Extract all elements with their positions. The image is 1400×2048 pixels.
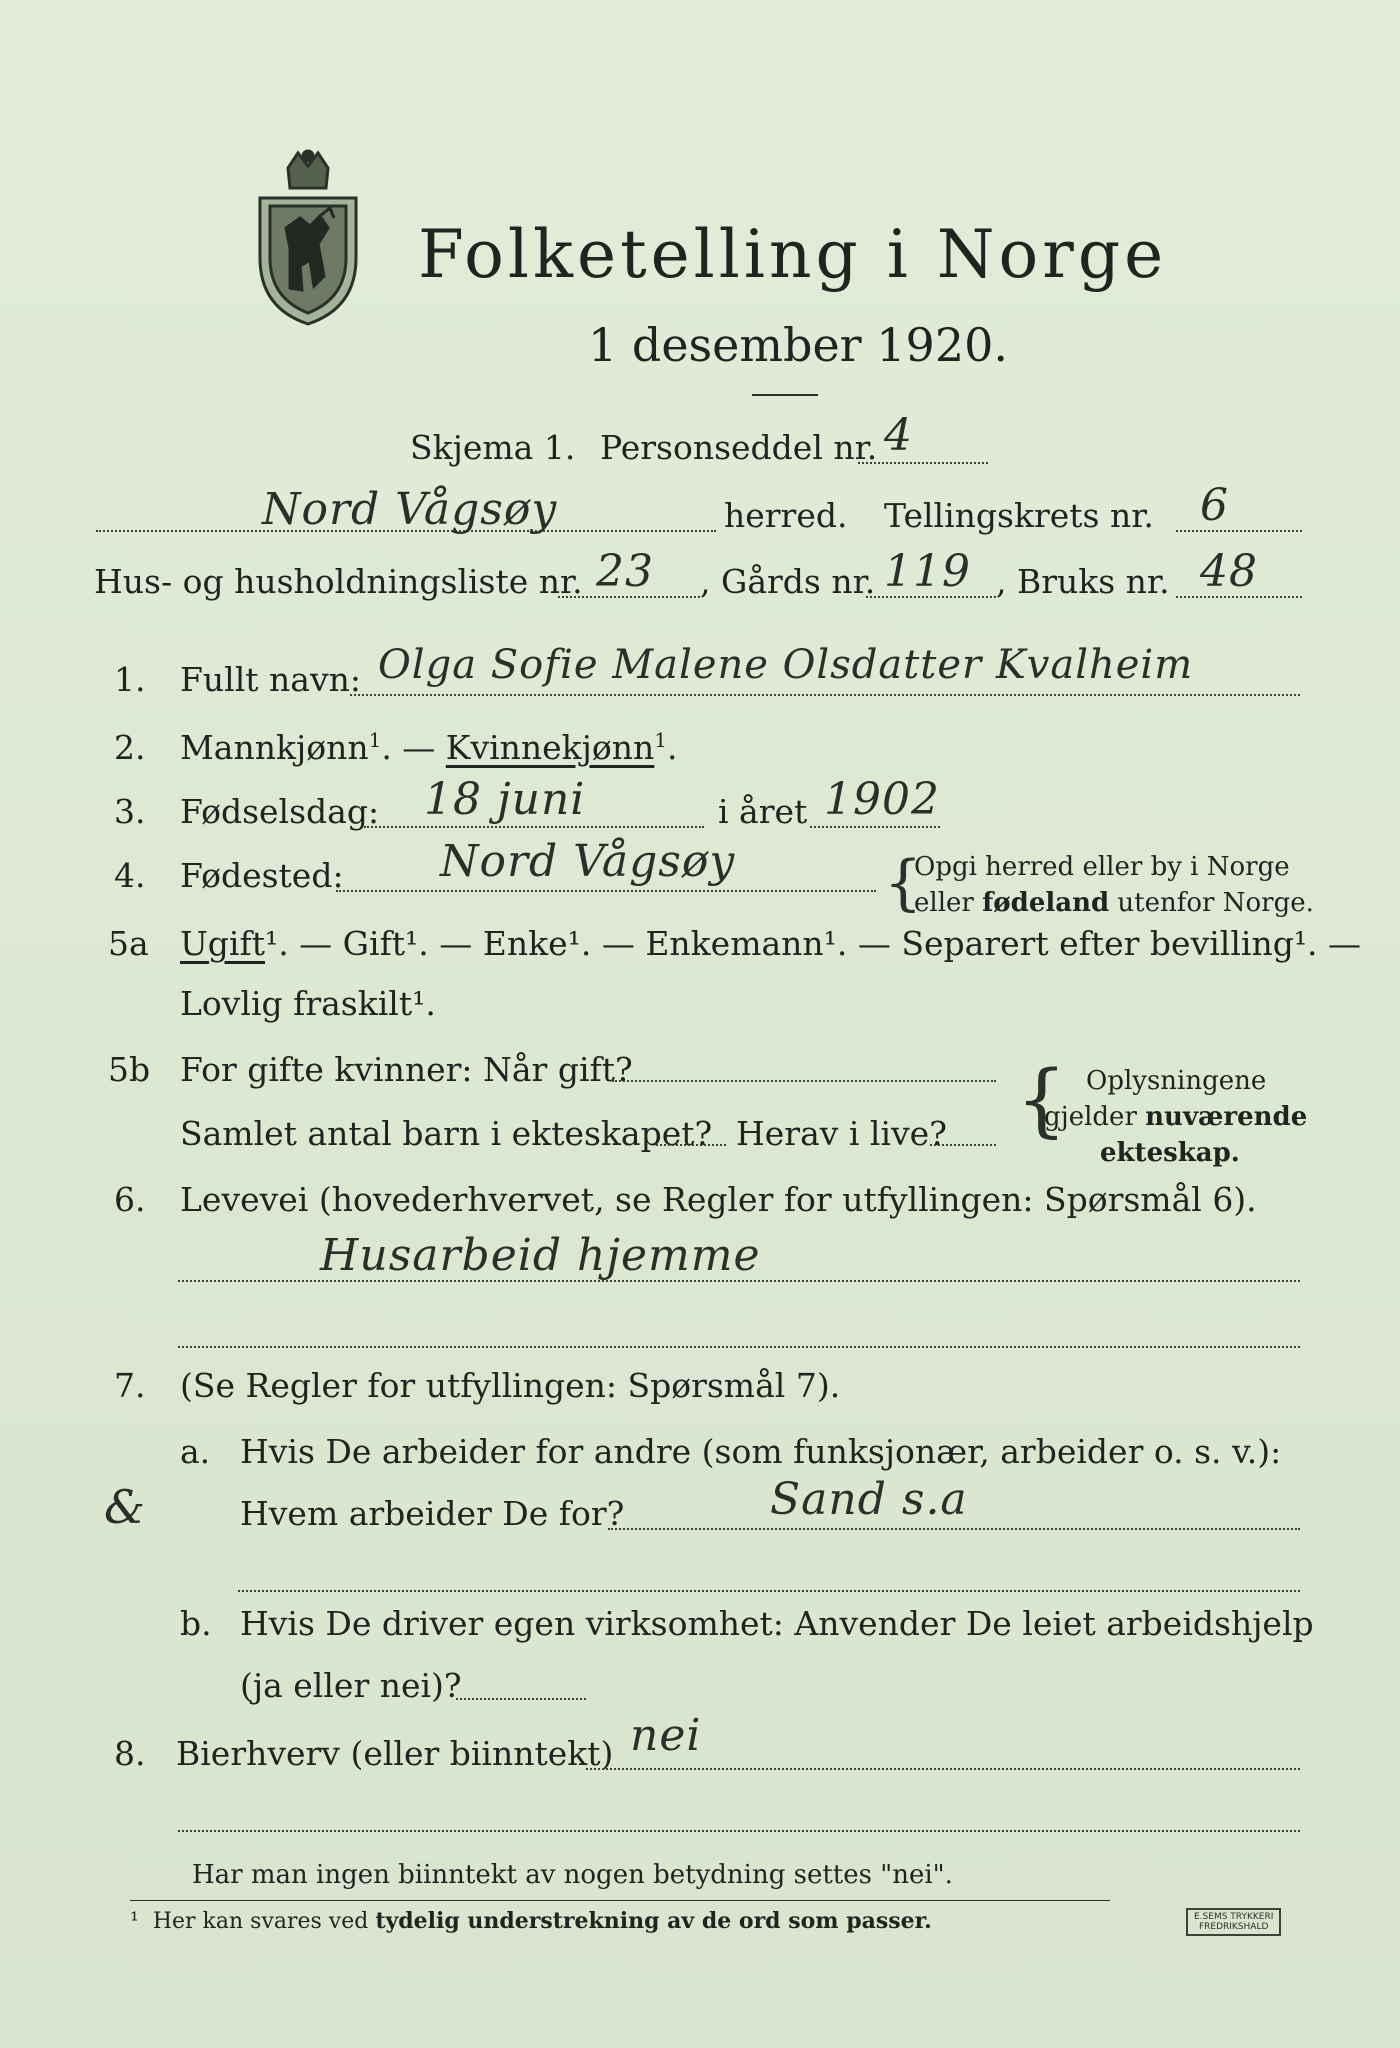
herred-label: herred. bbox=[724, 496, 848, 535]
q5b-brace: { bbox=[1016, 1053, 1067, 1146]
q8-line bbox=[586, 1768, 1300, 1770]
nei-instruction: Har man ingen biinntekt av nogen betydning settes "nei". bbox=[192, 1860, 953, 1890]
q7a-line-2 bbox=[238, 1590, 1300, 1592]
q3-label: Fødselsdag: bbox=[180, 792, 380, 831]
q5a-options bbox=[180, 924, 1361, 963]
q5b-number: 5b bbox=[108, 1050, 151, 1089]
q5b-line2a: Samlet antal barn i ekteskapet? bbox=[180, 1114, 713, 1153]
q6-label: Levevei (hovederhvervet, se Regler for utfyllingen: Spørsmål 6). bbox=[180, 1180, 1257, 1219]
coat-of-arms-icon bbox=[248, 148, 368, 328]
q5a-other-options[interactable]: ¹. — Gift¹. — Enke¹. — Enkemann¹. — Separert efter bevilling¹. — bbox=[264, 924, 1362, 963]
q5a-number: 5a bbox=[108, 924, 149, 963]
q3-year-line bbox=[810, 826, 940, 828]
q7-number: 7. bbox=[114, 1366, 146, 1405]
q7a-line2: Hvem arbeider De for? bbox=[240, 1494, 625, 1533]
q2-options: Mannkjønn$^1$. — Kvinnekjønn$^1$. bbox=[180, 728, 678, 767]
personseddel-label: Personseddel nr. bbox=[600, 428, 878, 467]
q5b-live-line bbox=[930, 1144, 996, 1146]
q2-mannkjonn[interactable]: Mannkjønn bbox=[180, 728, 369, 767]
title-divider bbox=[752, 394, 818, 396]
q3-year-value[interactable]: 1902 bbox=[824, 774, 940, 825]
q1-line bbox=[350, 694, 1300, 696]
q7b-line bbox=[456, 1698, 586, 1700]
bruks-value[interactable]: 48 bbox=[1200, 546, 1258, 597]
printer-stamp: E.SEMS TRYKKERI FREDRIKSHALD bbox=[1186, 1908, 1281, 1936]
skjema-label: Skjema 1. bbox=[410, 428, 576, 467]
q8-value[interactable]: nei bbox=[630, 1710, 702, 1761]
q8-line-2 bbox=[178, 1830, 1300, 1832]
q7a-line1: Hvis De arbeider for andre (som funksjonær, arbeider o. s. v.): bbox=[240, 1432, 1282, 1471]
q4-value[interactable]: Nord Vågsøy bbox=[440, 836, 736, 887]
q7b-line2: (ja eller nei)? bbox=[240, 1666, 462, 1705]
q4-label: Fødested: bbox=[180, 856, 344, 895]
q8-number: 8. bbox=[114, 1734, 146, 1773]
q2-separator: . — bbox=[381, 728, 446, 767]
tellingskrets-value[interactable]: 6 bbox=[1200, 480, 1229, 531]
q1-number: 1. bbox=[114, 660, 146, 699]
q3-number: 3. bbox=[114, 792, 146, 831]
q6-line-2 bbox=[178, 1346, 1300, 1348]
q6-number: 6. bbox=[114, 1180, 146, 1219]
q5b-gift-line bbox=[612, 1080, 996, 1082]
form-title: Folketelling i Norge bbox=[418, 216, 1168, 293]
q3-day-line bbox=[364, 826, 704, 828]
q7b-letter: b. bbox=[180, 1604, 212, 1643]
herred-value[interactable]: Nord Vågsøy bbox=[262, 484, 558, 535]
q4-note-1: Opgi herred eller by i Norge bbox=[914, 852, 1290, 882]
q1-value[interactable]: Olga Sofie Malene Olsdatter Kvalheim bbox=[378, 642, 1194, 688]
q7b-line1: Hvis De driver egen virksomhet: Anvender De leiet arbeidshjelp bbox=[240, 1604, 1314, 1643]
q4-line bbox=[336, 890, 876, 892]
q5b-note-3: ekteskap. bbox=[1100, 1138, 1240, 1168]
q3-year-label: i året bbox=[718, 792, 808, 831]
tellingskrets-label: Tellingskrets nr. bbox=[884, 496, 1154, 535]
q8-label: Bierhverv (eller biinntekt) bbox=[176, 1734, 614, 1773]
q7a-value[interactable]: Sand s.a bbox=[770, 1474, 968, 1525]
q4-number: 4. bbox=[114, 856, 146, 895]
q3-value[interactable]: 18 juni bbox=[424, 774, 586, 825]
q5b-barn-line bbox=[656, 1144, 726, 1146]
personseddel-line bbox=[858, 462, 988, 464]
hus-label: Hus- og husholdningsliste nr. bbox=[94, 562, 583, 601]
footnote: ¹ Her kan svares ved tydelig understrekning av de ord som passer. bbox=[130, 1908, 932, 1934]
q7a-line bbox=[608, 1528, 1300, 1530]
hus-value[interactable]: 23 bbox=[596, 546, 654, 597]
census-date: 1 desember 1920. bbox=[588, 318, 1008, 372]
footnote-divider bbox=[130, 1900, 1110, 1901]
q5a-line2[interactable]: Lovlig fraskilt¹. bbox=[180, 984, 436, 1023]
q4-brace: { bbox=[884, 848, 923, 918]
q6-value[interactable]: Husarbeid hjemme bbox=[320, 1230, 761, 1281]
q5a-ugift[interactable]: Ugift bbox=[180, 924, 265, 963]
personseddel-value[interactable]: 4 bbox=[884, 410, 913, 461]
q2-kvinnekjonn[interactable]: Kvinnekjønn bbox=[445, 728, 655, 767]
q5b-line2b: Herav i live? bbox=[736, 1114, 947, 1153]
q5b-note-1: Oplysningene bbox=[1086, 1066, 1267, 1096]
q4-note-2: eller fødeland utenfor Norge. bbox=[914, 888, 1314, 918]
q2-number: 2. bbox=[114, 728, 146, 767]
margin-mark: & bbox=[104, 1480, 146, 1534]
q1-label: Fullt navn: bbox=[180, 660, 361, 699]
tellingskrets-line bbox=[1176, 530, 1302, 532]
q7a-letter: a. bbox=[180, 1432, 211, 1471]
gards-value[interactable]: 119 bbox=[884, 546, 971, 597]
q5b-line1: For gifte kvinner: Når gift? bbox=[180, 1050, 633, 1089]
q7-label: (Se Regler for utfyllingen: Spørsmål 7). bbox=[180, 1366, 841, 1405]
gards-label: , Gårds nr. bbox=[700, 562, 876, 601]
bruks-label: , Bruks nr. bbox=[996, 562, 1170, 601]
q5b-note-2: gjelder nuværende bbox=[1044, 1102, 1308, 1132]
